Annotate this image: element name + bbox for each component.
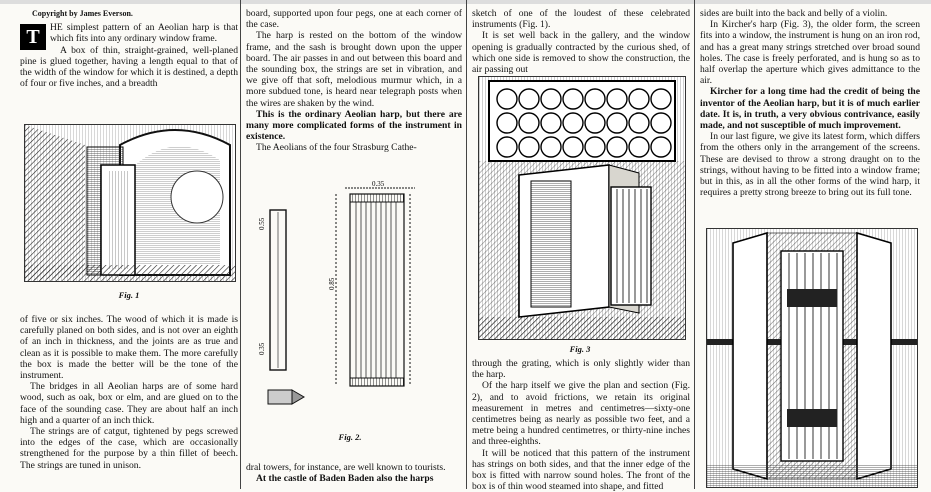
paragraph: In Kircher's harp (Fig. 3), the older form, the screen fits into a window, the instrument is hung on an iron rod, and has a great many strings stretched over broad sound holes. The case is freely perforated, and is hung so as to half overlap the aperture which gives admittance to the air. (700, 19, 920, 87)
paragraph: Of the harp itself we give the plan and section (Fig. 2), and to avoid frictions, we retain its original measurement in metres and centimetres—sixty-one centimetres being as nearly as possible two feet, and a metre being a hundred centimetres, or thirty-nine inches and three-eighths. (472, 380, 690, 448)
paragraph: The harp is rested on the bottom of the window frame, and the sash is brought down upon the upper board. The air passes in and out between this board and the sounding box, the strings are set in vibration, and we give off that soft, melodious murmur which, in a more subdued tone, is heard near telegraph posts when the wires are shaken by the wind. (246, 30, 462, 109)
figure-2-caption: Fig. 2. (338, 432, 362, 442)
column-rule (694, 0, 695, 489)
paragraph: Kircher for a long time had the credit of being the inventor of the Aeolian harp, but it is of much earlier date. It is, in truth, a very obvious contrivance, easily made, and not susceptible of much improvement. (700, 86, 920, 132)
paragraph: sketch of one of the loudest of these celebrated instruments (Fig. 1). (472, 8, 690, 31)
paragraph: The Aeolians of the four Strasburg Cathe- (256, 142, 417, 154)
column-3-lower (472, 358, 690, 492)
paragraph: sides are built into the back and belly of a violin. (700, 8, 888, 19)
paragraph: HE simplest pattern of an Aeolian harp is that which fits into any ordinary window frame. (50, 22, 238, 45)
dimension-label: 0.55 (258, 217, 266, 230)
paragraph: In our last figure, we give its latest form, which differs from the others only in the arrangement of the screens. These are devised to throw a strong draught on to the strings, without having to be fitted into a window frame; but in this, as in all the other forms of the wind harp, it requires a pretty strong breeze to bring out its full tone. (700, 131, 920, 199)
column-4 (700, 8, 920, 198)
paragraph: The bridges in all Aeolian harps are of some hard wood, such as oak, box or elm, and are glued on to the face of the sounding case. They are about half an inch high and a quarter of an inch thick. (20, 381, 238, 426)
paragraph: This is the ordinary Aeolian harp, but there are many more complicated forms of the instrument in existence. (246, 108, 462, 143)
column-rule (240, 0, 241, 489)
kircher-harp-engraving (479, 77, 685, 339)
figure-2-plan-drawing (250, 180, 460, 430)
column-rule (466, 0, 467, 489)
figure-4-illustration (706, 228, 918, 488)
copyright-line: Copyright by James Everson. (32, 9, 133, 18)
column-2-lower (246, 462, 462, 484)
paragraph: It will be noticed that this pattern of the instrument has strings on both sides, and that the inner edge of the box is fitted with narrow sound holes. The front of the box is of thin wood steamed into shape, and fitted (472, 447, 690, 492)
paragraph: of five or six inches. The wood of which it is made is carefully planed on both sides, and is not over an eighth of an inch in thickness, and the joints are as true and clean as it is possible to make them. The more carefully the box is made the better will be the tone of the instrument. (20, 314, 238, 382)
paragraph: It is set well back in the gallery, and the window opening is gradually contracted by the curious shed, of which one side is removed to show the construction, the air passing out (472, 30, 690, 76)
paragraph: A box of thin, straight-grained, well-planed pine is glued together, having a length equal to that of the width of the window for which it is destined, a depth of four or five inches, and a breadth (20, 44, 238, 90)
dimension-label: 0.35 (258, 342, 266, 355)
column-1 (20, 8, 238, 89)
paragraph: At the castle of Baden Baden also the harps (256, 473, 434, 485)
paragraph: board, supported upon four pegs, one at each corner of the case. (246, 8, 462, 31)
figure-3-illustration (478, 76, 686, 340)
drop-cap: T (20, 24, 46, 50)
column-3 (472, 8, 690, 75)
paragraph: dral towers, for instance, are well known to tourists. (246, 462, 446, 473)
dimension-label: 0.85 (328, 277, 336, 290)
figure-1-illustration (24, 124, 236, 282)
figure-3-caption: Fig. 3 (569, 344, 591, 354)
figure-1-caption: Fig. 1 (118, 290, 140, 300)
column-2 (246, 8, 462, 154)
screened-harp-engraving (707, 229, 917, 487)
paragraph: through the grating, which is only slightly wider than the harp. (472, 358, 690, 381)
column-1-lower (20, 314, 238, 471)
harp-in-window-engraving (25, 125, 235, 281)
dimension-label: 0.35 (372, 180, 385, 188)
paragraph: The strings are of catgut, tightened by pegs screwed into the edges of the case, which are occasionally strengthened for the purpose by a thin fillet of beech. The strings are tuned in unison. (20, 426, 238, 471)
harp-plan-section-svg (250, 180, 460, 430)
